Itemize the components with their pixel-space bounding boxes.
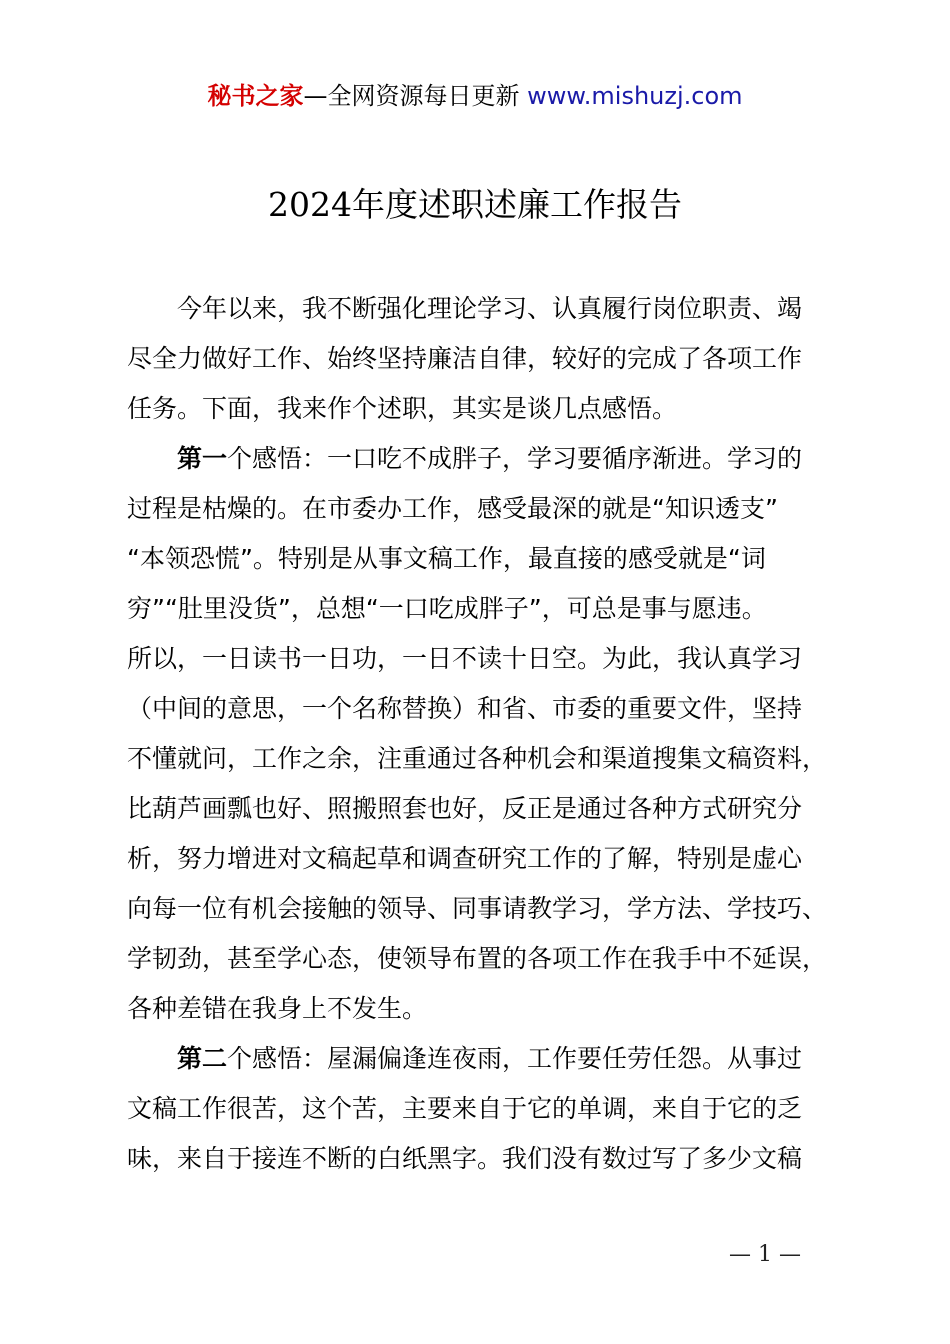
paragraph-2-line-11: 学韧劲，甚至学心态，使领导布置的各项工作在我手中不延误，	[127, 944, 828, 973]
paragraph-3-line-3: 味，来自于接连不断的白纸黑字。我们没有数过写了多少文稿	[127, 1144, 803, 1173]
paragraph-2-line-9: 析，努力增进对文稿起草和调查研究工作的了解，特别是虚心	[127, 844, 803, 873]
paragraph-2-line-4: 穷”“肚里没货”，总想“一口吃成胖子”，可总是事与愿违。	[127, 594, 767, 623]
paragraph-2-line-1-text: 个感悟：一口吃不成胖子，学习要循序渐进。学习的	[227, 444, 803, 473]
paragraph-1-line-2: 尽全力做好工作、始终坚持廉洁自律，较好的完成了各项工作	[127, 344, 803, 373]
document-title: 2024年度述职述廉工作报告	[268, 185, 682, 224]
paragraph-3-lead: 第二	[177, 1044, 228, 1073]
paragraph-3-line-1	[127, 1034, 837, 1084]
paragraph-3-line-1-text: 个感悟：屋漏偏逢连夜雨，工作要任劳任怨。从事过	[227, 1044, 803, 1073]
document-body	[127, 284, 837, 1184]
paragraph-2-line-8: 比葫芦画瓢也好、照搬照套也好，反正是通过各种方式研究分	[127, 794, 803, 823]
header-tagline: —全网资源每日更新	[303, 82, 520, 110]
paragraph-2-line-3: “本领恐慌”。特别是从事文稿工作，最直接的感受就是“词	[127, 544, 766, 573]
paragraph-1-line-3: 任务。下面，我来作个述职，其实是谈几点感悟。	[127, 394, 678, 423]
paragraph-2-lead: 第一	[177, 444, 228, 473]
paragraph-2-line-10: 向每一位有机会接触的领导、同事请教学习，学方法、学技巧、	[127, 894, 828, 923]
page-number: — 1 —	[729, 1242, 801, 1267]
paragraph-2-line-1	[127, 434, 837, 484]
paragraph-2-line-12: 各种差错在我身上不发生。	[127, 994, 428, 1023]
paragraph-2-line-6: （中间的意思，一个名称替换）和省、市委的重要文件，坚持	[127, 694, 803, 723]
paragraph-2-line-5: 所以，一日读书一日功，一日不读十日空。为此，我认真学习	[127, 644, 803, 673]
brand-name: 秘书之家	[207, 82, 304, 110]
paragraph-1-line-1: 今年以来，我不断强化理论学习、认真履行岗位职责、竭	[177, 294, 803, 323]
paragraph-2-line-7: 不懂就问，工作之余，注重通过各种机会和渠道搜集文稿资料，	[127, 744, 828, 773]
site-header	[0, 80, 950, 112]
site-url-link[interactable]: www.mishuzj.com	[527, 82, 743, 110]
paragraph-2-line-2: 过程是枯燥的。在市委办工作，感受最深的就是“知识透支”	[127, 494, 778, 523]
paragraph-3-line-2: 文稿工作很苦，这个苦，主要来自于它的单调，来自于它的乏	[127, 1094, 803, 1123]
